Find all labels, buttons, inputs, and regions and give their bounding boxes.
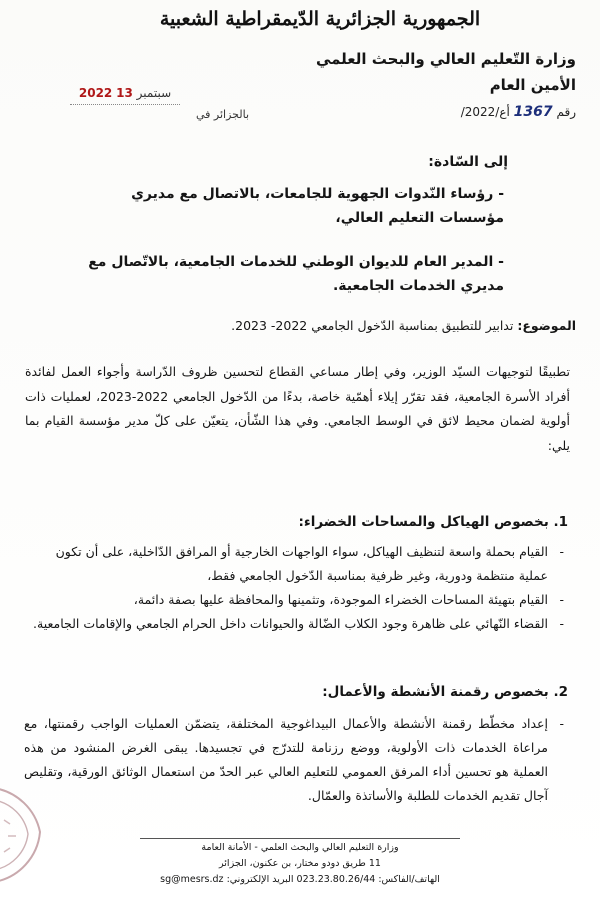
ministry-name: وزارة التّعليم العالي والبحث العلمي bbox=[315, 50, 576, 68]
footer-contact: الهاتف/الفاكس: 023.23.80.26/44 البريد الإلكتروني: sg@mesrs.dz bbox=[160, 874, 440, 885]
section-2-title: 2. بخصوص رقمنة الأنشطة والأعمال: bbox=[322, 684, 568, 700]
list-item: - القيام بحملة واسعة لتنظيف الهياكل، سواء الواجهات الخارجية أو المرافق الدّاخلية، على أن تكون عملية منتظمة ودورية، وغير ظرفية بمناسبة الدّخول الجامعي فقط، bbox=[24, 540, 564, 588]
subject-line bbox=[36, 318, 576, 333]
date-stamp bbox=[70, 86, 180, 105]
ref-handwritten-number: 1367 bbox=[513, 104, 553, 120]
recipient-2: - المدير العام للديوان الوطني للخدمات الجامعية، بالاتّصال مع مديري الخدمات الجامعية. bbox=[88, 254, 504, 294]
date-stamp-day: 13 bbox=[116, 86, 133, 100]
footer-divider bbox=[140, 838, 460, 839]
section-1-list bbox=[24, 540, 564, 636]
subject-label: الموضوع: bbox=[517, 318, 576, 333]
footer-address: 11 طريق دودو مختار، بن عكنون، الجزائر bbox=[219, 858, 381, 869]
reference-number bbox=[461, 104, 576, 120]
list-item: - القضاء النّهائي على ظاهرة وجود الكلاب الضّالة والحيوانات داخل الحرام الجامعي والإقامات الجامعية. bbox=[24, 612, 564, 636]
section-1-title: 1. بخصوص الهياكل والمساحات الخضراء: bbox=[298, 514, 568, 530]
footer-line-1: وزارة التعليم العالي والبحث العلمي - الأمانة العامة bbox=[201, 842, 399, 853]
republic-heading: الجمهورية الجزائرية الدّيمقراطية الشعبية bbox=[159, 8, 481, 30]
secretary-general: الأمين العام bbox=[489, 76, 576, 94]
algiers-date-label: بالجزائر في bbox=[196, 108, 250, 121]
official-seal-icon bbox=[0, 780, 62, 890]
recipient-1: - رؤساء النّدوات الجهوية للجامعات، بالاتصال مع مديري مؤسسات التعليم العالي، bbox=[131, 186, 504, 226]
section-2-list bbox=[24, 712, 564, 808]
recipients-label: إلى السّادة: bbox=[428, 154, 508, 170]
ref-suffix: أع/2022/ bbox=[460, 105, 510, 119]
list-item: - إعداد مخطّط رقمنة الأنشطة والأعمال البيداغوجية المختلفة، يتضمّن العمليات الواجب رقمنتها، مع مراعاة الخدمات ذات الأولوية، ووضع رزنامة للتدرّج في تجسيدها. يبقى الغرض المنشود من هذه العملية هو تحسين أداء المرفق العمومي للتعليم العالي عبر الحدّ من استعمال الوثائق الورقية، وتقليص آجال تقديم الخدمات للطلبة والأساتذة والعمّال. bbox=[24, 712, 564, 808]
date-stamp-year: 2022 bbox=[78, 86, 113, 100]
subject-text: تدابير للتطبيق بمناسبة الدّخول الجامعي 2022- 2023. bbox=[231, 318, 514, 333]
date-stamp-month: سبتمبر bbox=[136, 86, 172, 100]
list-item: - القيام بتهيئة المساحات الخضراء الموجودة، وتثمينها والمحافظة عليها بصفة دائمة، bbox=[24, 588, 564, 612]
intro-paragraph: تطبيقًا لتوجيهات السيّد الوزير، وفي إطار مساعي القطاع لتحسين ظروف الدّراسة وأجواء العمل لفائدة أفراد الأسرة الجامعية، فقد تقرّر إيلاء أهمّية خاصة، بدءًا من الدّخول الجامعي 2022-2023، لعمليات ذات أولوية لضمان محيط لائق في الوسط الجامعي. وفي هذا الشّأن، يتعيّن على كلّ مدير مؤسسة القيام بما يلي: bbox=[25, 364, 571, 453]
ref-prefix: رقم bbox=[556, 105, 576, 119]
